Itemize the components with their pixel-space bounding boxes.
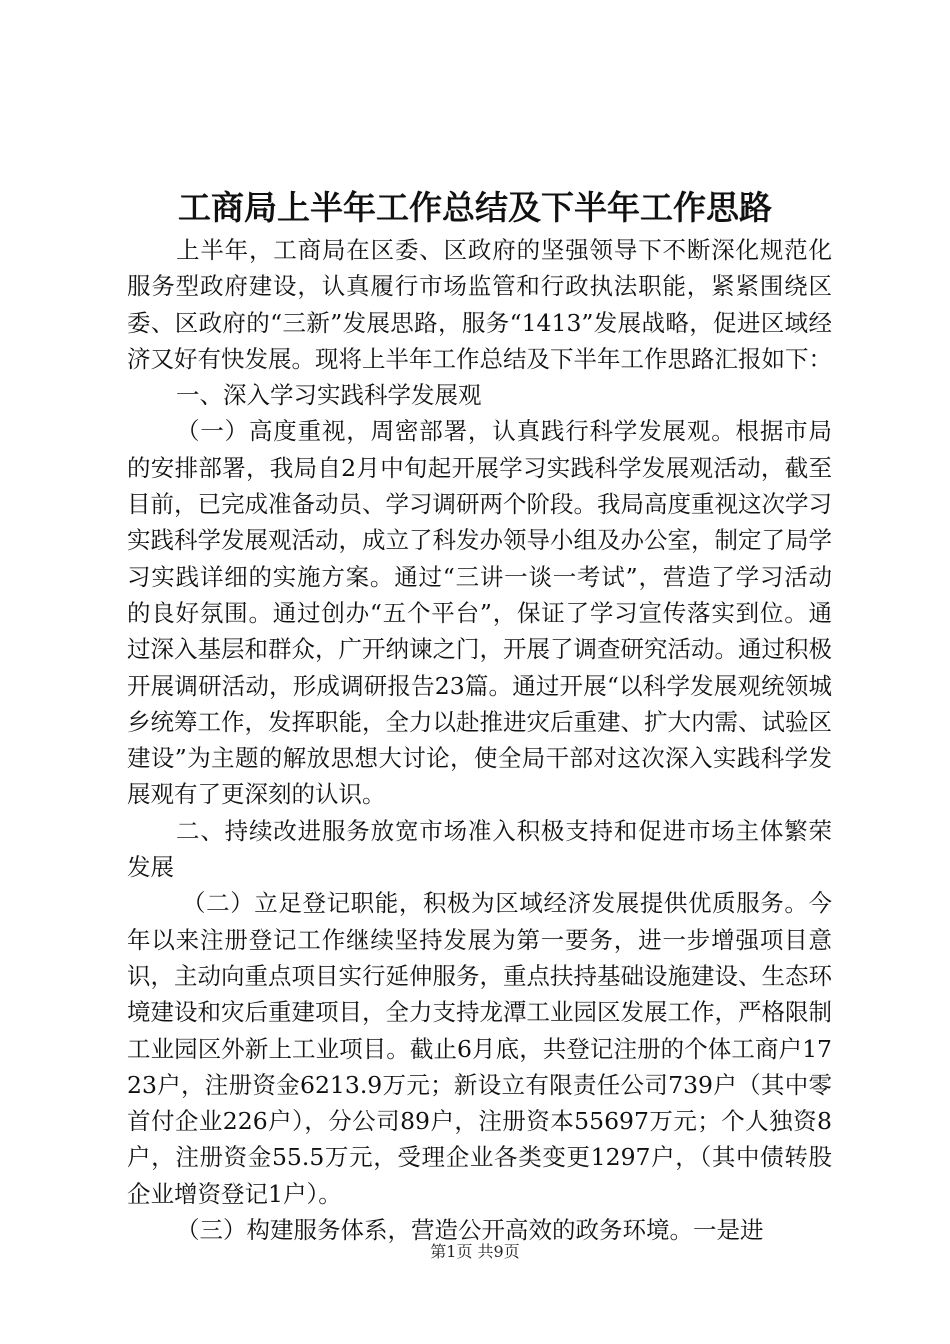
intro-paragraph: 上半年，工商局在区委、区政府的坚强领导下不断深化规范化服务型政府建设，认真履行市场监管和行政执法职能，紧紧围绕区委、区政府的“三新”发展思路，服务“1413”发展战略，促进区域经济又好有快发展。现将上半年工作总结及下半年工作思路汇报如下： [127, 236, 832, 373]
page-title: 工商局上半年工作总结及下半年工作思路 [178, 188, 772, 227]
body-paragraph-1: （一）高度重视，周密部署，认真践行科学发展观。根据市局的安排部署，我局自2月中旬起开展学习实践科学发展观活动，截至目前，已完成准备动员、学习调研两个阶段。我局高度重视这次学习实践科学发展观活动，成立了科发办领导小组及办公室，制定了局学习实践详细的实施方案。通过“三讲一谈一考试”，营造了学习活动的良好氛围。通过创办“五个平台”，保证了学习宣传落实到位。通过深入基层和群众，广开纳谏之门，开展了调查研究活动。通过积极开展调研活动，形成调研报告23篇。通过开展“以科学发展观统领城乡统筹工作，发挥职能，全力以赴推进灾后重建、扩大内需、试验区建设”为主题的解放思想大讨论，使全局干部对这次深入实践科学发展观有了更深刻的认识。 [127, 417, 832, 809]
section-heading-1: 一、深入学习实践科学发展观 [176, 381, 482, 410]
section-heading-2: 二、持续改进服务放宽市场准入积极支持和促进市场主体繁荣发展 [127, 816, 832, 882]
body-paragraph-2: （二）立足登记职能，积极为区域经济发展提供优质服务。今年以来注册登记工作继续坚持发展为第一要务，进一步增强项目意识，主动向重点项目实行延伸服务，重点扶持基础设施建设、生态环境建设和灾后重建项目，全力支持龙潭工业园区发展工作，严格限制工业园区外新上工业项目。截止6月底，共登记注册的个体工商户1723户，注册资金6213.9万元；新设立有限责任公司739户（其中零首付企业226户），分公司89户，注册资本55697万元；个人独资8户，注册资金55.5万元，受理企业各类变更1297户，（其中债转股企业增资登记1户）。 [127, 889, 832, 1208]
body-paragraph-3: （三）构建服务体系，营造公开高效的政务环境。一是进 [176, 1216, 764, 1245]
document-body [127, 232, 832, 1248]
page-footer: 第1页 共9页 [430, 1242, 520, 1261]
